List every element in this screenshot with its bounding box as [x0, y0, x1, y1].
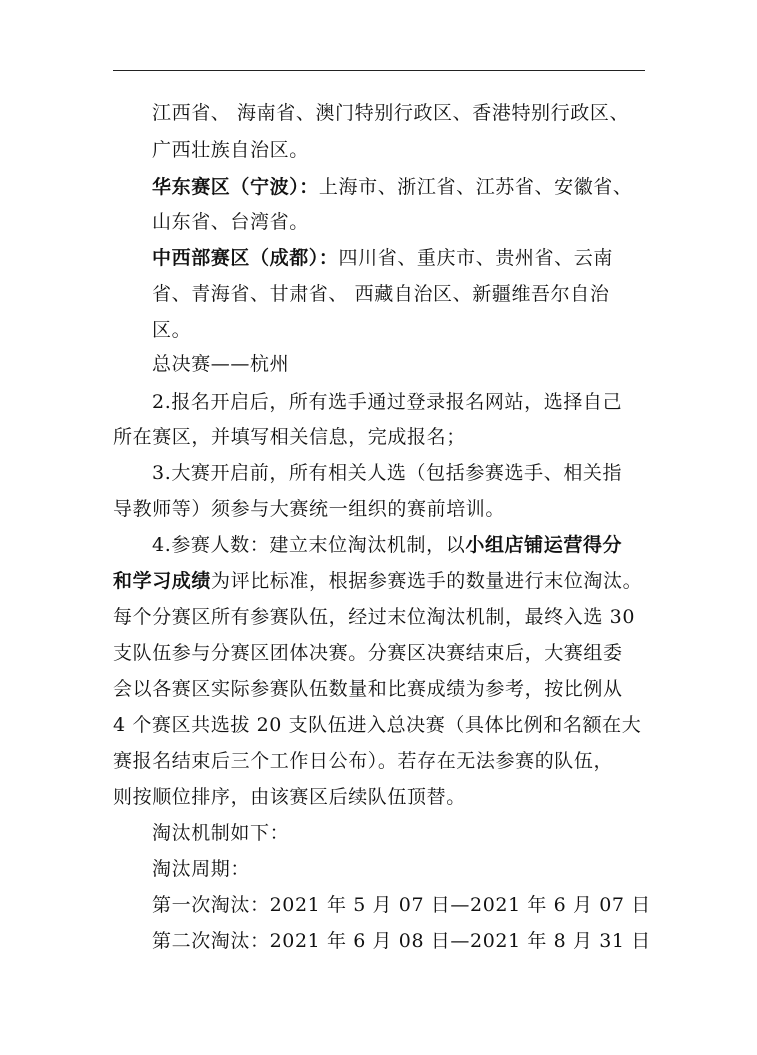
text-span: 区。 — [152, 319, 192, 341]
text-span: 省、青海省、甘肃省、 西藏自治区、新疆维吾尔自治 — [152, 283, 610, 305]
bold-emphasis: 和学习成绩 — [113, 570, 212, 592]
text-span: 4 个赛区共选拔 20 支队伍进入总决赛（具体比例和名额在大 — [113, 714, 642, 736]
text-line — [152, 210, 309, 234]
text-line — [152, 318, 191, 342]
text-span: 导教师等）须参与大赛统一组织的赛前培训。 — [113, 498, 506, 520]
final-heading: 总决赛——杭州 — [152, 353, 290, 375]
region-heading-east: 华东赛区（宁波）： — [152, 176, 319, 198]
text-span: 第一次淘汰：2021 年 5 月 07 日—2021 年 6 月 07 日 — [152, 894, 651, 916]
text-line — [152, 533, 622, 557]
text-span: 第二次淘汰：2021 年 6 月 08 日—2021 年 8 月 31 日 — [152, 930, 651, 952]
text-span: 四川省、重庆市、贵州省、云南 — [338, 247, 613, 269]
text-span: 3.大赛开启前，所有相关人选（包括参赛选手、相关指 — [152, 462, 623, 484]
text-span: 4.参赛人数：建立末位淘汰机制，以 — [152, 534, 466, 556]
text-line — [113, 713, 641, 737]
text-span: 江西省、 海南省、澳门特别行政区、香港特别行政区、 — [152, 102, 630, 124]
text-line — [152, 929, 651, 953]
text-line — [152, 390, 622, 414]
text-line — [113, 641, 623, 665]
text-line — [113, 785, 466, 809]
text-span: 则按顺位排序，由该赛区后续队伍顶替。 — [113, 786, 466, 808]
text-span: 淘汰机制如下： — [152, 822, 290, 844]
text-line — [152, 101, 629, 125]
text-line — [113, 425, 466, 449]
text-span: 广西壮族自治区。 — [152, 139, 309, 161]
text-span: 赛报名结束后三个工作日公布）。若存在无法参赛的队伍， — [113, 750, 614, 772]
text-span: 支队伍参与分赛区团体决赛。分赛区决赛结束后，大赛组委 — [113, 642, 623, 664]
text-span: 为评比标准，根据参赛选手的数量进行末位淘汰。 — [211, 570, 643, 592]
header-rule — [113, 70, 645, 71]
region-heading-west: 中西部赛区（成都）： — [152, 247, 339, 269]
text-span: 山东省、台湾省。 — [152, 211, 309, 233]
text-line — [113, 497, 505, 521]
text-span: 淘汰周期： — [152, 858, 251, 880]
text-line — [152, 461, 622, 485]
text-span: 会以各赛区实际参赛队伍数量和比赛成绩为参考，按比例从 — [113, 678, 623, 700]
text-span: 上海市、浙江省、江苏省、安徽省、 — [318, 176, 633, 198]
text-line — [113, 605, 635, 629]
text-line — [152, 175, 633, 199]
text-line — [152, 282, 609, 306]
text-line — [152, 352, 289, 376]
text-line — [152, 138, 309, 162]
text-line — [113, 749, 613, 773]
text-span: 2.报名开启后，所有选手通过登录报名网站，选择自己 — [152, 391, 623, 413]
text-line — [152, 821, 289, 845]
text-line — [113, 569, 642, 593]
text-line — [152, 857, 250, 881]
bold-emphasis: 小组店铺运营得分 — [465, 534, 623, 556]
text-line — [152, 893, 651, 917]
text-span: 每个分赛区所有参赛队伍，经过末位淘汰机制，最终入选 30 — [113, 606, 636, 628]
text-line — [152, 246, 613, 270]
text-line — [113, 677, 623, 701]
text-span: 所在赛区，并填写相关信息，完成报名； — [113, 426, 466, 448]
